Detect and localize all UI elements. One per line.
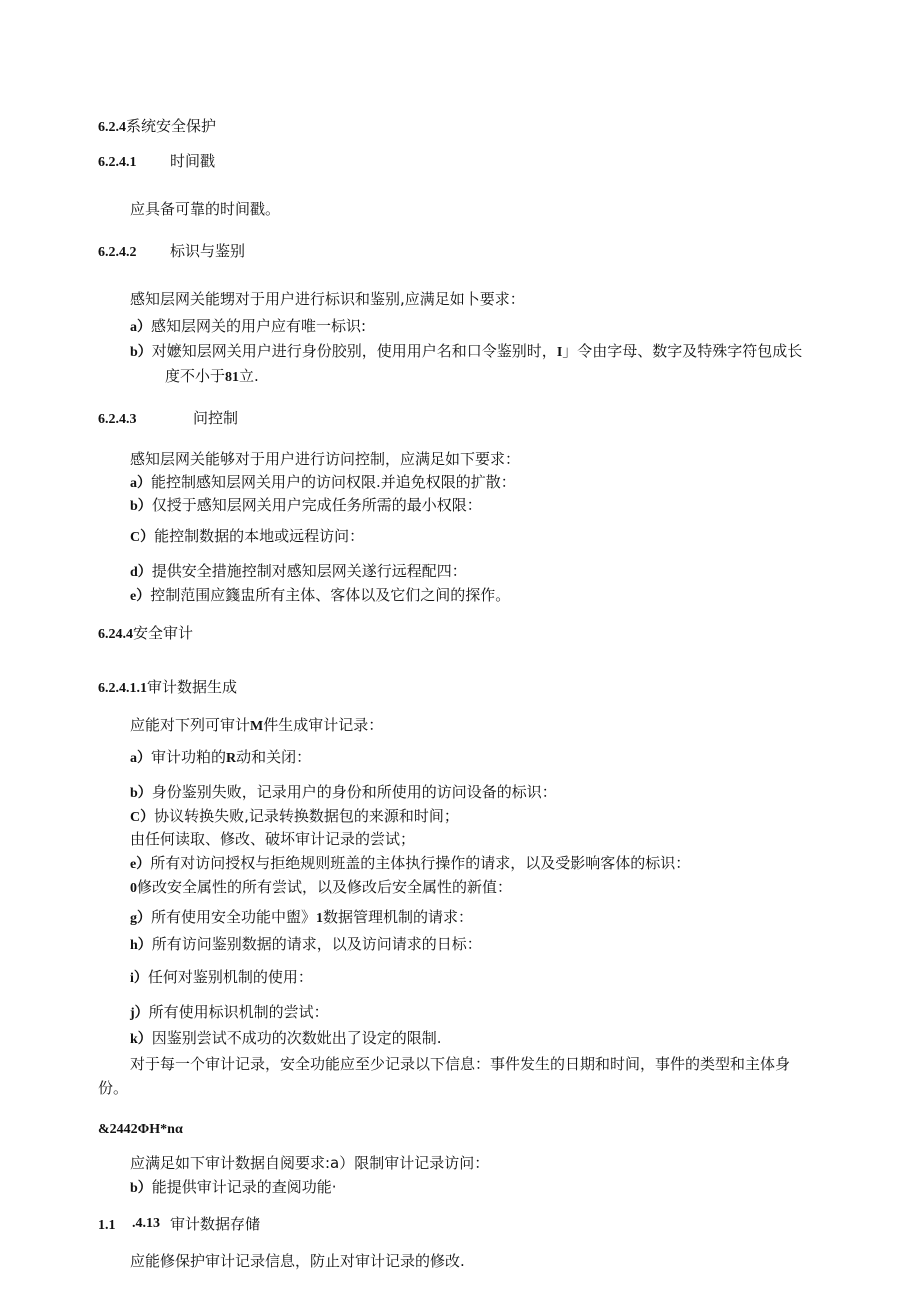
list-text-rest: 动和关闭： [236,748,312,766]
list-item-access-a [130,472,516,494]
section-number: 1.1 [98,1218,116,1233]
list-text: 审计功粕的 [151,748,227,766]
section-number: 6.2.4.1 [98,155,137,170]
section-title: 系统安全保护 [126,117,217,135]
list-item-audit-g [130,907,473,929]
section-number: 6.2.4.3 [98,412,137,427]
list-item-access-d [130,561,467,583]
section-title: 安全审计 [133,624,194,642]
text: 应能对下列可审计 [130,716,251,734]
paragraph-audit-storage: 应能修保护审计记录信息，防止对审计记录的修改. [130,1252,465,1270]
list-label: a） [130,751,151,766]
list-item-audit-d: 由任何读取、修改、破坏审计记录的尝试； [130,830,416,848]
list-text: 任何对鉴别机制的使用： [147,968,313,986]
list-text: 因鉴别尝试不成功的次数妣出了设定的限制. [151,1029,442,1047]
section-number: 6.2.4.2 [98,245,137,260]
list-item-audit-b [130,782,557,804]
section-number-2: .4.13 [132,1216,160,1231]
list-label: b） [130,345,152,360]
list-text: 对嬷知层网关用户进行身份胶别，使用用户名和口令鉴别时， [151,342,557,360]
paragraph-audit-record-info: 对于每一个审计记录，安全功能应至少记录以下信息：事件发生的日期和时间，事件的类型和主体身 [130,1055,791,1073]
list-item-audit-e [130,853,690,875]
list-text: 控制范围应籛盅所有主体、客体以及它们之间的探作。 [150,586,511,604]
paragraph-auth-intro: 感知层网关能甥对于用户进行标识和鉴别,应满足如卜要求： [130,290,525,308]
list-label: b） [130,1181,152,1196]
section-title: 问控制 [193,409,239,427]
text-bold: M [250,719,264,734]
list-text-bold: I [556,345,563,360]
list-item-access-b [130,495,482,517]
list-text: 提供安全措施控制对感知层网关遂行远程配四： [151,562,467,580]
list-item-access-e [130,585,510,607]
text-rest: 件生成审计记录： [263,716,384,734]
list-label: b） [130,499,152,514]
list-item-audit-i [130,967,313,989]
section-heading-6-2-4-4 [98,623,193,645]
list-label: j） [130,1006,149,1021]
section-heading-6-2-4 [98,116,216,138]
list-text: 能提供审计记录的查阅功能· [151,1178,337,1196]
list-item-audit-c [130,806,459,828]
list-text-bold: R [226,751,237,766]
list-text-rest: 」令由字母、数字及特殊字符包成长 [562,342,803,360]
list-label: g） [130,911,151,926]
list-text: 所有使用安全功能中盥》 [151,908,317,926]
list-text: 所有使用标识机制的尝试： [148,1003,329,1021]
section-number: 6.2.4 [98,120,126,135]
list-label: h） [130,938,152,953]
list-text: 感知层网关的用户应有唯一标识: [151,317,367,335]
list-text: 身份鉴别失败，记录用户的身份和所使用的访问设备的标识： [151,783,557,801]
list-text: 能控制感知层网关用户的访问权限.并追免权限的扩散： [151,473,516,491]
list-label: a） [130,320,151,335]
section-title: 审计数据存储 [170,1215,261,1233]
list-label: e） [130,589,151,604]
list-label: d） [130,565,152,580]
paragraph-access-intro: 感知层网关能够对于用户进行访问控制，应满足如下要求： [130,450,521,468]
list-text-bold: 81 [225,370,240,385]
list-text: 仅授于感知层网关用户完成任务所需的最小权限： [151,496,482,514]
list-label: e） [130,857,151,872]
section-heading-6-2-4-1 [98,151,216,173]
list-label: 0 [130,881,137,896]
list-item-audit-a [130,747,311,769]
list-label: C） [130,810,155,825]
section-heading-audit-storage [98,1214,261,1236]
paragraph-audit-review: 应满足如下审计数据自阅要求:a）限制审计记录访问： [130,1154,490,1172]
list-item-auth-b [130,341,802,363]
list-item-review-b [130,1177,337,1199]
list-item-audit-j [130,1002,329,1024]
section-title: 标识与鉴别 [170,242,246,260]
section-heading-6-2-4-4-2: &2442ΦH*nα [98,1122,183,1137]
list-label: i） [130,971,148,986]
section-heading-6-2-4-3 [98,408,239,430]
list-text-bold: 1 [316,911,324,926]
list-text: 所有对访问授权与拒绝规则班盖的主体执行操作的请求，以及受影响客体的标识： [150,854,691,872]
list-label: b） [130,786,152,801]
list-text: 度不小于 [165,367,226,385]
list-item-audit-f [130,877,512,899]
list-text: 能控制数据的本地或远程访问： [154,527,365,545]
list-text: 修改安全属性的所有尝试，以及修改后安全属性的新值： [137,878,513,896]
section-number: 6.24.4 [98,627,133,642]
list-item-access-c [130,526,364,548]
section-heading-6-2-4-1-1 [98,677,237,699]
list-text-rest: 数据管理机制的请求： [323,908,474,926]
list-label: C） [130,530,155,545]
list-item-auth-b-cont [165,366,259,388]
section-number: 6.2.4.1.1 [98,681,147,696]
list-text: 协议转换失败,记录转换数据包的来源和时间； [154,807,459,825]
list-item-audit-k [130,1028,442,1050]
list-label: k） [130,1032,152,1047]
list-item-auth-a [130,316,366,338]
list-text-rest: 立. [239,367,259,385]
section-title: 时间戳 [170,152,216,170]
list-text: 所有访问鉴别数据的请求，以及访问请求的日标： [151,935,482,953]
list-label: a） [130,476,151,491]
section-heading-6-2-4-2 [98,241,246,263]
paragraph-timestamp: 应具备可靠的时间戳。 [130,200,281,218]
paragraph-audit-record-info-cont: 份。 [98,1079,129,1097]
section-title: 审计数据生成 [147,678,238,696]
paragraph-audit-intro [130,715,383,737]
list-item-audit-h [130,934,482,956]
